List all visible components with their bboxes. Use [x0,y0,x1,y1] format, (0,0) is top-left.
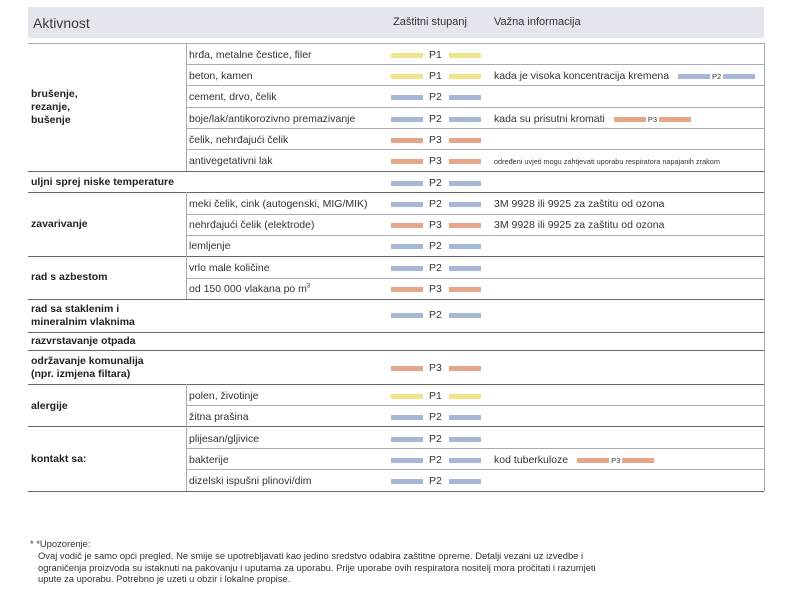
level-bar [614,117,646,122]
level-label: P3 [429,362,442,374]
level-bar [449,95,481,100]
sub-activity: cement, drvo, čelik [189,91,277,103]
level-bar [449,266,481,271]
category-utility-maintenance: održavanje komunalija (npr. izmjena filtara) [31,355,144,380]
level-bar [449,244,481,249]
level-bar [391,394,423,399]
protection-level [391,220,481,231]
protection-level [391,412,481,423]
level-label: P2 [429,262,442,274]
category-welding: zavarivanje [31,218,88,230]
level-bar [391,117,423,122]
header-protection: Zaštitni stupanj [393,16,467,28]
level-bar [449,159,481,164]
category-fibers: rad sa staklenim i mineralnim vlaknima [31,303,135,328]
level-bar [449,202,481,207]
category-allergies: alergije [31,400,68,412]
level-bar [449,53,481,58]
footnote-line: upute za uporabu. Potrebno je uzeti u obzir i lokalne propise. [38,573,291,585]
level-bar [391,458,423,463]
sub-activity: polen, životinje [189,390,259,402]
protection-level [391,50,481,61]
level-bar [391,181,423,186]
sub-activity: lemljenje [189,240,231,252]
category-oil-spray: uljni sprej niske temperature [31,176,174,188]
level-bar [391,202,423,207]
level-label: P3 [429,134,442,146]
level-bar [391,437,423,442]
level-label: P1 [429,70,442,82]
level-bar [391,74,423,79]
info-chromates: kada su prisutni kromati P3 [494,113,693,125]
header-info: Važna informacija [494,16,581,28]
level-label: P2 [429,411,442,423]
level-label: P3 [429,219,442,231]
info-ozone: 3M 9928 ili 9925 za zaštitu od ozona [494,219,665,231]
protection-level [391,434,481,445]
sub-activity: nehrđajući čelik (elektrode) [189,219,315,231]
protection-level [391,114,481,125]
level-label: P2 [429,240,442,252]
sub-activity: beton, kamen [189,70,253,82]
category-contact: kontakt sa: [31,453,87,465]
footnote-line: ograničenja proizvoda su istaknuti na pakovanju i uputama za uporabu. Prije uporabe ovih respiratora nositelj mora pročitati i razumjeti [38,561,596,573]
level-label: P2 [429,198,442,210]
sub-activity: žitna prašina [189,411,249,423]
level-bar [449,138,481,143]
sub-activity: meki čelik, cink (autogenski, MIG/MIK) [189,198,368,210]
level-bar [391,415,423,420]
header-activity: Aktivnost [33,15,90,31]
info-ozone: 3M 9928 ili 9925 za zaštitu od ozona [494,198,665,210]
level-label: P2 [429,433,442,445]
sub-activity: boje/lak/antikorozivno premazivanje [189,113,356,125]
protection-level [391,284,481,295]
protection-level [391,92,481,103]
sub-activity: vrlo male količine [189,262,270,274]
sub-activity: od 150 000 vlakana po $m^3$ [189,283,311,295]
level-label: P1 [429,49,442,61]
level-bar [449,223,481,228]
protection-level [391,476,481,487]
level-bar [622,458,654,463]
level-bar [449,415,481,420]
level-bar [449,313,481,318]
sub-activity: bakterije [189,454,229,466]
level-bar [391,479,423,484]
protection-level [391,455,481,466]
level-bar [391,138,423,143]
category-asbestos: rad s azbestom [31,271,108,283]
protection-level [391,199,481,210]
footnote [30,538,730,585]
level-bar [391,223,423,228]
level-bar [723,74,755,79]
level-bar [449,437,481,442]
level-label: P3 [429,155,442,167]
protection-level [391,178,481,189]
table-header [28,7,764,38]
level-label: P2 [429,113,442,125]
sub-activity: hrđa, metalne čestice, filer [189,49,312,61]
level-bar [391,366,423,371]
protection-level [391,156,481,167]
protection-level [391,135,481,146]
level-bar [391,266,423,271]
protection-level [391,71,481,82]
category-grinding: brušenje, rezanje, bušenje [31,88,78,126]
footnote-line: Ovaj vodič je samo opći pregled. Ne smije se upotrebljavati kao jedino sredstvo odabira zaštitne opreme. Detalji vezani uz izvedbe i [38,549,584,561]
level-label: P2 [429,475,442,487]
info-air-fed: određeni uvjeti mogu zahtjevati uporabu respiratora napajanih zrakom [494,157,720,166]
level-label: P3 [429,283,442,295]
level-bar [391,313,423,318]
protection-level [391,241,481,252]
level-label: P2 [429,309,442,321]
level-bar [449,287,481,292]
level-bar [449,366,481,371]
info-quartz: kada je visoka koncentracija kremena P2 [494,70,757,82]
category-waste-sorting: razvrstavanje otpada [31,335,136,347]
level-label: P2 [429,177,442,189]
level-bar [577,458,609,463]
protection-level [391,263,481,274]
sub-activity: plijesan/gljivice [189,433,260,445]
info-tuberculosis: kod tuberkuloze P3 [494,454,656,466]
level-bar [391,95,423,100]
level-bar [391,287,423,292]
level-bar [449,117,481,122]
level-bar [659,117,691,122]
protection-level [391,363,481,374]
level-label: P2 [429,91,442,103]
protection-level [391,310,481,321]
footnote-title: * *Upozorenje: [30,538,91,549]
sub-activity: antivegetativni lak [189,155,273,167]
level-label: P1 [429,390,442,402]
level-bar [449,394,481,399]
level-bar [449,458,481,463]
level-label: P2 [429,454,442,466]
level-bar [678,74,710,79]
level-bar [391,53,423,58]
level-bar [391,244,423,249]
level-bar [391,159,423,164]
protection-level [391,391,481,402]
level-bar [449,479,481,484]
sub-activity: čelik, nehrđajući čelik [189,134,289,146]
level-bar [449,74,481,79]
sub-activity: dizelski ispušni plinovi/dim [189,475,312,487]
level-bar [449,181,481,186]
